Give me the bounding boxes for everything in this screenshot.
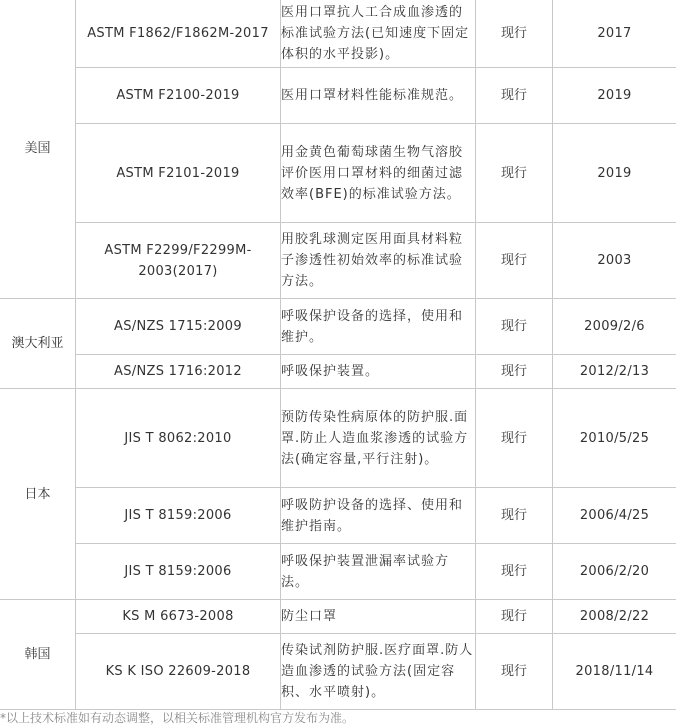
code-cell: KS M 6673-2008 xyxy=(76,600,281,634)
date-cell: 2008/2/22 xyxy=(553,600,676,634)
date-cell: 2012/2/13 xyxy=(553,355,676,389)
table-row xyxy=(0,488,676,544)
status-cell: 现行 xyxy=(476,68,553,124)
table-row xyxy=(0,634,676,710)
date-cell: 2006/4/25 xyxy=(553,488,676,544)
table-row xyxy=(0,299,676,355)
title-cell: 医用口罩材料性能标准规范。 xyxy=(281,68,476,124)
status-cell: 现行 xyxy=(476,634,553,710)
code-cell: KS K ISO 22609-2018 xyxy=(76,634,281,710)
table-row xyxy=(0,355,676,389)
title-cell: 用金黄色葡萄球菌生物气溶胶评价医用口罩材料的细菌过滤效率(BFE)的标准试验方法。 xyxy=(281,124,476,223)
code-cell: ASTM F2299/F2299M-2003(2017) xyxy=(76,223,281,299)
title-cell: 呼吸保护装置泄漏率试验方法。 xyxy=(281,544,476,600)
footnote: *以上技术标准如有动态调整，以相关标准管理机构官方发布为准。 xyxy=(0,711,355,725)
code-cell: ASTM F2101-2019 xyxy=(76,124,281,223)
code-cell: JIS T 8159:2006 xyxy=(76,544,281,600)
code-cell: ASTM F1862/F1862M-2017 xyxy=(76,0,281,68)
title-cell: 呼吸防护设备的选择、使用和维护指南。 xyxy=(281,488,476,544)
code-cell: ASTM F2100-2019 xyxy=(76,68,281,124)
table-row xyxy=(0,544,676,600)
title-cell: 预防传染性病原体的防护服.面罩.防止人造血浆渗透的试验方法(确定容量,平行注射)。 xyxy=(281,389,476,488)
date-cell: 2017 xyxy=(553,0,676,68)
table-row xyxy=(0,0,676,68)
country-cell: 日本 xyxy=(0,389,76,600)
table-row xyxy=(0,223,676,299)
status-cell: 现行 xyxy=(476,389,553,488)
table-row xyxy=(0,389,676,488)
date-cell: 2010/5/25 xyxy=(553,389,676,488)
status-cell: 现行 xyxy=(476,0,553,68)
table-row xyxy=(0,124,676,223)
status-cell: 现行 xyxy=(476,600,553,634)
title-cell: 防尘口罩 xyxy=(281,600,476,634)
status-cell: 现行 xyxy=(476,488,553,544)
status-cell: 现行 xyxy=(476,124,553,223)
date-cell: 2009/2/6 xyxy=(553,299,676,355)
date-cell: 2018/11/14 xyxy=(553,634,676,710)
status-cell: 现行 xyxy=(476,223,553,299)
table-row xyxy=(0,600,676,634)
title-cell: 用胶乳球测定医用面具材料粒子渗透性初始效率的标准试验方法。 xyxy=(281,223,476,299)
title-cell: 呼吸保护设备的选择，使用和维护。 xyxy=(281,299,476,355)
status-cell: 现行 xyxy=(476,299,553,355)
date-cell: 2019 xyxy=(553,68,676,124)
date-cell: 2006/2/20 xyxy=(553,544,676,600)
status-cell: 现行 xyxy=(476,355,553,389)
code-cell: AS/NZS 1715:2009 xyxy=(76,299,281,355)
title-cell: 医用口罩抗人工合成血渗透的标准试验方法(已知速度下固定体积的水平投影)。 xyxy=(281,0,476,68)
date-cell: 2019 xyxy=(553,124,676,223)
country-cell: 美国 xyxy=(0,0,76,299)
country-cell: 韩国 xyxy=(0,600,76,710)
title-cell: 传染试剂防护服.医疗面罩.防人造血渗透的试验方法(固定容积、水平喷射)。 xyxy=(281,634,476,710)
title-cell: 呼吸保护装置。 xyxy=(281,355,476,389)
code-cell: JIS T 8062:2010 xyxy=(76,389,281,488)
date-cell: 2003 xyxy=(553,223,676,299)
code-cell: JIS T 8159:2006 xyxy=(76,488,281,544)
code-cell: AS/NZS 1716:2012 xyxy=(76,355,281,389)
table-row xyxy=(0,68,676,124)
status-cell: 现行 xyxy=(476,544,553,600)
country-cell: 澳大利亚 xyxy=(0,299,76,389)
